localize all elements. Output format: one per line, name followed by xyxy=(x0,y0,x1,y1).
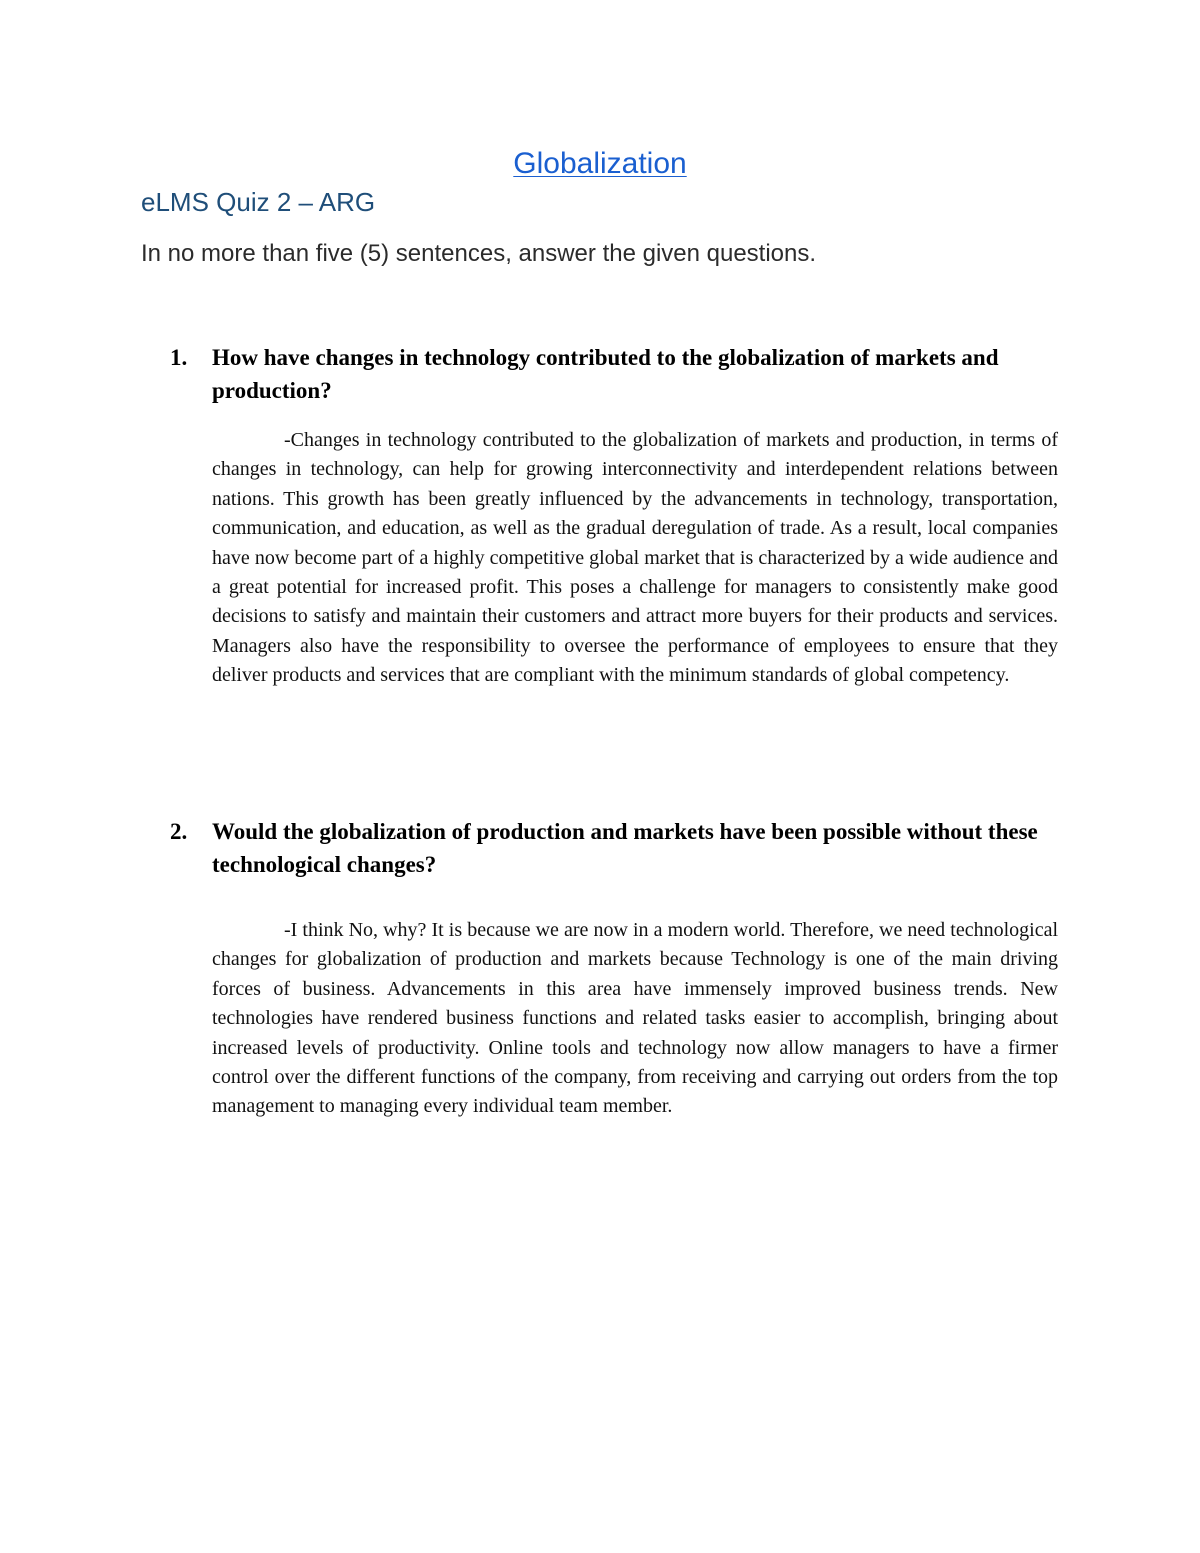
question-text: How have changes in technology contributed to the globalization of markets and production? xyxy=(212,345,999,403)
answer-1: -Changes in technology contributed to the globalization of markets and production, in terms of changes in technology, can help for growing interconnectivity and interdependent relations between nations. This growth has been greatly influenced by the advancements in technology, transportation, communication, and education, as well as the gradual deregulation of trade. As a result, local companies have now become part of a highly competitive global market that is characterized by a wide audience and a great potential for increased profit. This poses a challenge for managers to consistently make good decisions to satisfy and maintain their customers and attract more buyers for their products and services. Managers also have the responsibility to oversee the performance of employees to ensure that they deliver products and services that are compliant with the minimum standards of global competency. xyxy=(212,429,1058,687)
question-2 xyxy=(170,815,1060,881)
question-number: 1. xyxy=(170,345,188,370)
question-text: Would the globalization of production and markets have been possible without these technological changes? xyxy=(212,819,1038,877)
page-title: Globalization xyxy=(513,147,687,180)
instructions: In no more than five (5) sentences, answer the given questions. xyxy=(141,240,817,267)
question-1 xyxy=(170,341,1060,407)
answer-2: -I think No, why? It is because we are now in a modern world. Therefore, we need technological changes for globalization of production and markets because Technology is one of the main driving forces of business. Advancements in this area have immensely improved business trends. New technologies have rendered business functions and related tasks easier to accomplish, bringing about increased levels of productivity. Online tools and technology now allow managers to have a firmer control over the different functions of the company, from receiving and carrying out orders from the top management to managing every individual team member. xyxy=(212,919,1058,1118)
quiz-subtitle: eLMS Quiz 2 – ARG xyxy=(141,187,376,217)
question-number: 2. xyxy=(170,819,188,844)
